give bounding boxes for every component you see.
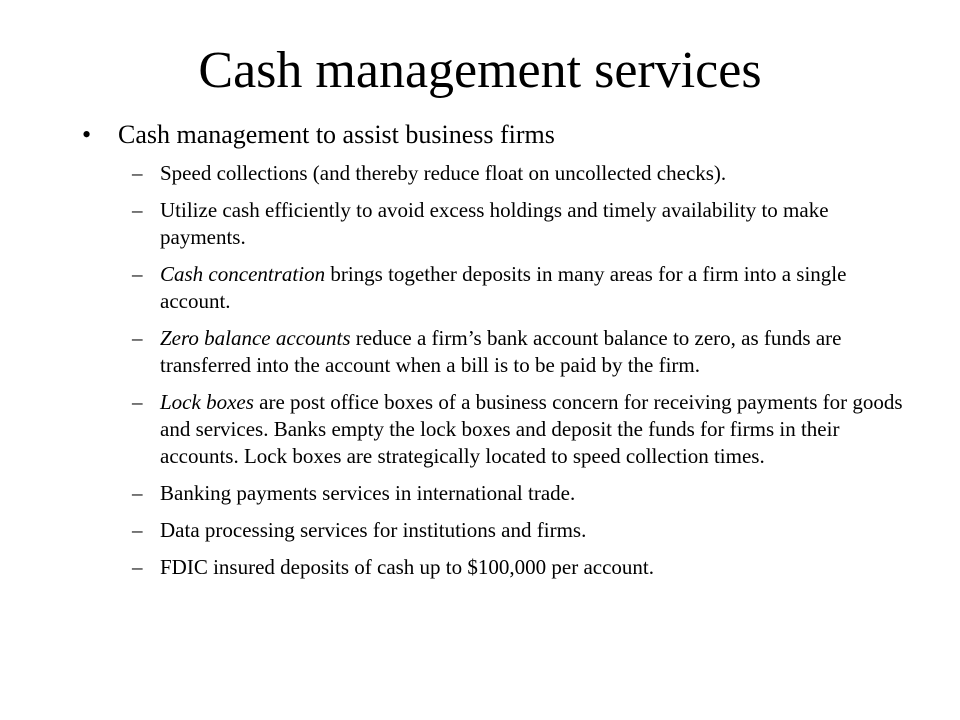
sub-item-text: Speed collections (and thereby reduce float on uncollected checks). xyxy=(160,161,727,185)
sub-item-lead: Zero balance accounts xyxy=(160,326,351,350)
sub-item-lead: Cash concentration xyxy=(160,262,326,286)
sub-bullet-item xyxy=(132,197,912,251)
dash-marker: – xyxy=(132,262,143,286)
sub-bullet-item xyxy=(132,160,912,187)
sub-item-text: are post office boxes of a business concern for receiving payments for goods and services. Banks empty the lock boxes and deposit the funds for firms in their accounts. Lock boxes are strategically located to speed collection times. xyxy=(160,390,903,468)
sub-bullet-item xyxy=(132,554,912,581)
dash-marker: – xyxy=(132,518,143,542)
dash-marker: – xyxy=(132,390,143,414)
sub-item-text: brings together deposits in many areas for a firm into a single account. xyxy=(160,262,847,313)
main-bullet-text: Cash management to assist business firms xyxy=(118,120,555,149)
sub-bullet-list xyxy=(132,160,912,591)
dash-marker: – xyxy=(132,481,143,505)
dash-marker: – xyxy=(132,161,143,185)
sub-item-text: Banking payments services in international trade. xyxy=(160,481,576,505)
sub-item-text: Utilize cash efficiently to avoid excess holdings and timely availability to make payments. xyxy=(160,198,829,249)
dash-marker: – xyxy=(132,326,143,350)
sub-bullet-item xyxy=(132,261,912,315)
sub-bullet-item xyxy=(132,389,912,470)
sub-item-text: Data processing services for institutions and firms. xyxy=(160,518,587,542)
dash-marker: – xyxy=(132,555,143,579)
slide-title: Cash management services xyxy=(198,42,762,99)
sub-bullet-item xyxy=(132,517,912,544)
sub-bullet-item xyxy=(132,325,912,379)
bullet-marker: • xyxy=(82,120,92,149)
sub-bullet-item xyxy=(132,480,912,507)
dash-marker: – xyxy=(132,198,143,222)
sub-item-lead: Lock boxes xyxy=(160,390,254,414)
sub-item-text: FDIC insured deposits of cash up to $100,000 per account. xyxy=(160,555,655,579)
sub-item-text: reduce a firm’s bank account balance to zero, as funds are transferred into the account when a bill is to be paid by the firm. xyxy=(160,326,842,377)
